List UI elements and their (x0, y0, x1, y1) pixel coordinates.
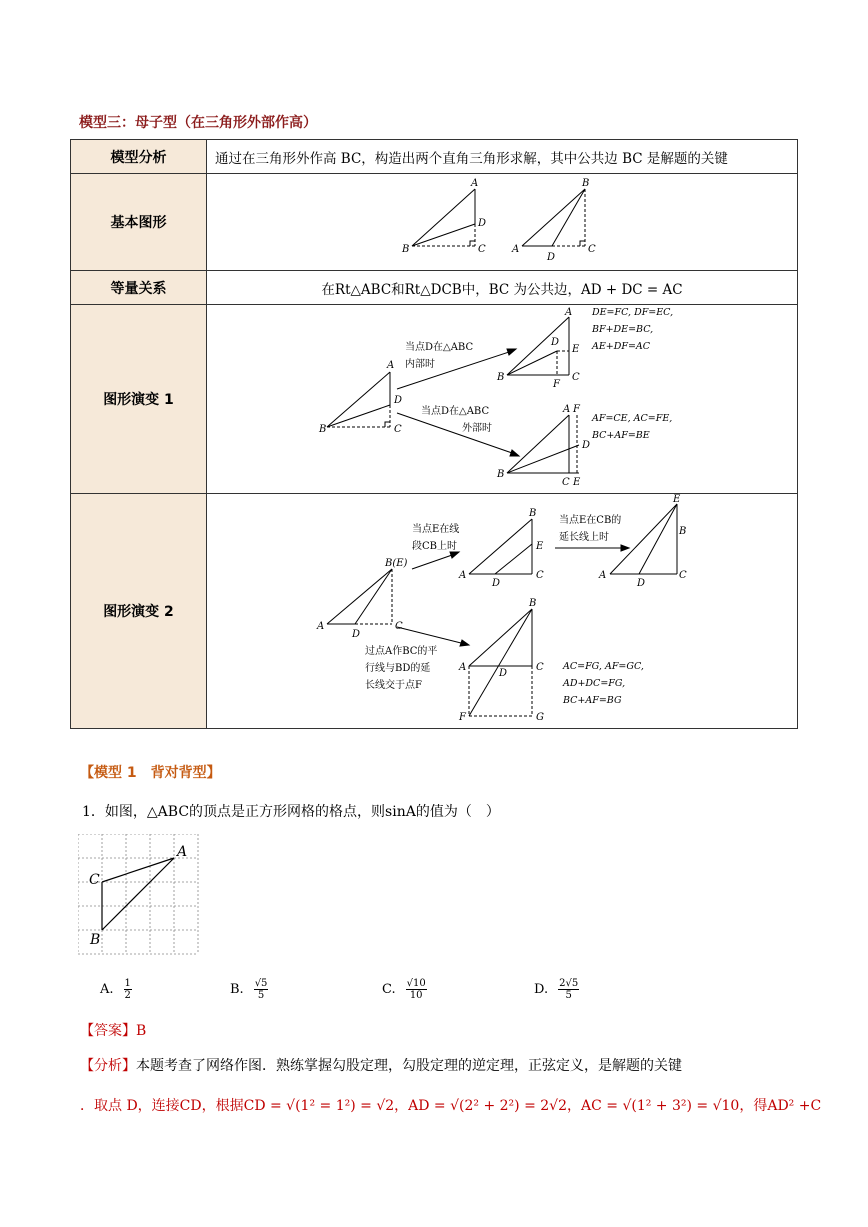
svg-text:D: D (637, 578, 646, 589)
option-a[interactable] (100, 978, 132, 1001)
option-c[interactable] (382, 978, 427, 1001)
svg-text:C: C (536, 662, 544, 673)
svg-text:B: B (402, 244, 410, 255)
svg-text:A: A (471, 178, 479, 189)
option-a-key: A. (100, 982, 114, 997)
evolution-2-cell (207, 494, 798, 729)
evolution-2-diagram (207, 494, 797, 724)
svg-text:A: A (565, 307, 573, 318)
model-analysis-content: 通过在三角形外作高 BC，构造出两个直角三角形求解，其中公共边 BC 是解题的关键 (215, 150, 728, 167)
svg-text:B: B (497, 469, 505, 480)
svg-text:E: E (573, 477, 581, 488)
segment-caption-1: 当点E在线 (412, 524, 460, 535)
svg-text:B: B (529, 598, 537, 609)
svg-text:E: E (536, 541, 544, 552)
svg-text:A: A (459, 662, 467, 673)
outside-caption-2: 外部时 (462, 423, 492, 434)
parallel-relation-3: BC+AF=BG (563, 695, 622, 706)
option-b-key: B. (230, 982, 244, 997)
option-c-key: C. (382, 982, 396, 997)
basic-figure-diagram (207, 174, 797, 266)
svg-text:A: A (387, 360, 395, 371)
model-analysis-text (207, 140, 798, 174)
section-title: 模型三：母子型（在三角形外部作高） (79, 115, 317, 131)
svg-text:C: C (395, 621, 403, 632)
parallel-relation-2: AD+DC=FG, (563, 678, 626, 689)
option-d-den: 5 (565, 990, 572, 1001)
parallel-caption-3: 长线交于点F (365, 680, 422, 691)
svg-text:B: B (497, 372, 505, 383)
analysis-text: 本题考查了网络作图．熟练掌握勾股定理，勾股定理的逆定理，正弦定义，是解题的关键 (136, 1058, 682, 1074)
extension-caption-2: 延长线上时 (559, 532, 609, 543)
outside-caption-1: 当点D在△ABC (421, 406, 490, 417)
svg-text:D: D (547, 252, 556, 263)
option-c-den: 10 (409, 990, 423, 1001)
svg-text:A: A (512, 244, 520, 255)
grid-figure (78, 834, 203, 959)
inside-caption-1: 当点D在△ABC (405, 342, 474, 353)
svg-text:C: C (562, 477, 570, 488)
model-1-title: 【模型 1 背对背型】 (80, 765, 221, 781)
equal-relation-cell (207, 271, 798, 305)
inside-caption-2: 内部时 (405, 359, 435, 370)
option-a-den: 2 (124, 990, 131, 1001)
model-table (70, 139, 798, 729)
svg-text:A: A (459, 570, 467, 581)
row-label-basic-figure: 基本图形 (71, 174, 207, 271)
evolution-1-diagram (207, 305, 797, 489)
svg-text:B: B (319, 424, 327, 435)
outside-relation-2: BC+AF=BE (592, 430, 650, 441)
parallel-relation-1: AC=FG, AF=GC, (563, 661, 644, 672)
svg-text:E: E (673, 494, 681, 505)
question-1: 1．如图，△ABC的顶点是正方形网格的格点，则sinA的值为（ ） (82, 804, 500, 820)
svg-text:F: F (459, 712, 466, 723)
svg-text:A: A (563, 404, 571, 415)
evolution-1-cell (207, 305, 798, 494)
option-d[interactable] (534, 978, 579, 1001)
row-label-equal-relation: 等量关系 (71, 271, 207, 305)
svg-text:D: D (394, 395, 403, 406)
analysis (80, 1055, 780, 1075)
analysis-tag: 【分析】 (80, 1058, 136, 1074)
svg-text:C: C (572, 372, 580, 383)
option-d-num: 2√5 (559, 978, 579, 989)
option-b-den: 5 (257, 990, 265, 1001)
row-label-evolution-2: 图形演变 2 (71, 494, 207, 729)
svg-text:C: C (89, 872, 100, 888)
svg-text:E: E (572, 344, 580, 355)
inside-relation-1: DE=FC, DF=EC, (592, 307, 674, 318)
parallel-caption-2: 行线与BD的延 (365, 663, 431, 674)
svg-text:F: F (573, 404, 580, 415)
svg-text:C: C (478, 244, 486, 255)
svg-text:D: D (582, 440, 591, 451)
svg-text:A: A (599, 570, 607, 581)
svg-text:A: A (177, 844, 188, 860)
answer: 【答案】B (80, 1023, 147, 1039)
extension-caption-1: 当点E在CB的 (559, 515, 622, 526)
option-c-num: √10 (406, 978, 426, 989)
svg-text:C: C (536, 570, 544, 581)
svg-text:D: D (551, 337, 560, 348)
inside-relation-3: AE+DF=AC (592, 341, 651, 352)
svg-text:D: D (499, 668, 508, 679)
option-b-num: √5 (254, 978, 268, 989)
svg-text:C: C (394, 424, 402, 435)
svg-text:B: B (90, 932, 101, 948)
row-label-analysis: 模型分析 (71, 140, 207, 174)
inside-relation-2: BF+DE=BC, (592, 324, 654, 335)
svg-text:B(E): B(E) (385, 558, 408, 569)
equal-relation-text: 在Rt△ABC和Rt△DCB中，BC 为公共边，AD + DC = AC (321, 281, 683, 298)
svg-text:B: B (582, 178, 590, 189)
svg-text:D: D (492, 578, 501, 589)
svg-text:D: D (478, 218, 487, 229)
options (100, 978, 660, 1012)
outside-relation-1: AF=CE, AC=FE, (592, 413, 673, 424)
svg-text:F: F (553, 379, 560, 390)
segment-caption-2: 段CB上时 (412, 541, 457, 552)
svg-text:C: C (679, 570, 687, 581)
option-b[interactable] (230, 978, 268, 1001)
svg-text:B: B (529, 508, 537, 519)
parallel-caption-1: 过点A作BC的平 (365, 646, 438, 657)
svg-text:C: C (588, 244, 596, 255)
option-d-key: D. (534, 982, 549, 997)
svg-text:D: D (352, 629, 361, 640)
calculation-line: ．取点 D，连接CD，根据CD = √(1² = 1²) = √2，AD = √(2² + 2²) = 2√2，AC = √(1² + 3²) = √10，得AD² +C (80, 1098, 822, 1114)
option-a-num: 1 (124, 978, 131, 989)
svg-text:A: A (317, 621, 325, 632)
row-label-evolution-1: 图形演变 1 (71, 305, 207, 494)
svg-text:G: G (536, 712, 544, 723)
svg-text:B: B (679, 526, 687, 537)
basic-figure-cell (207, 174, 798, 271)
